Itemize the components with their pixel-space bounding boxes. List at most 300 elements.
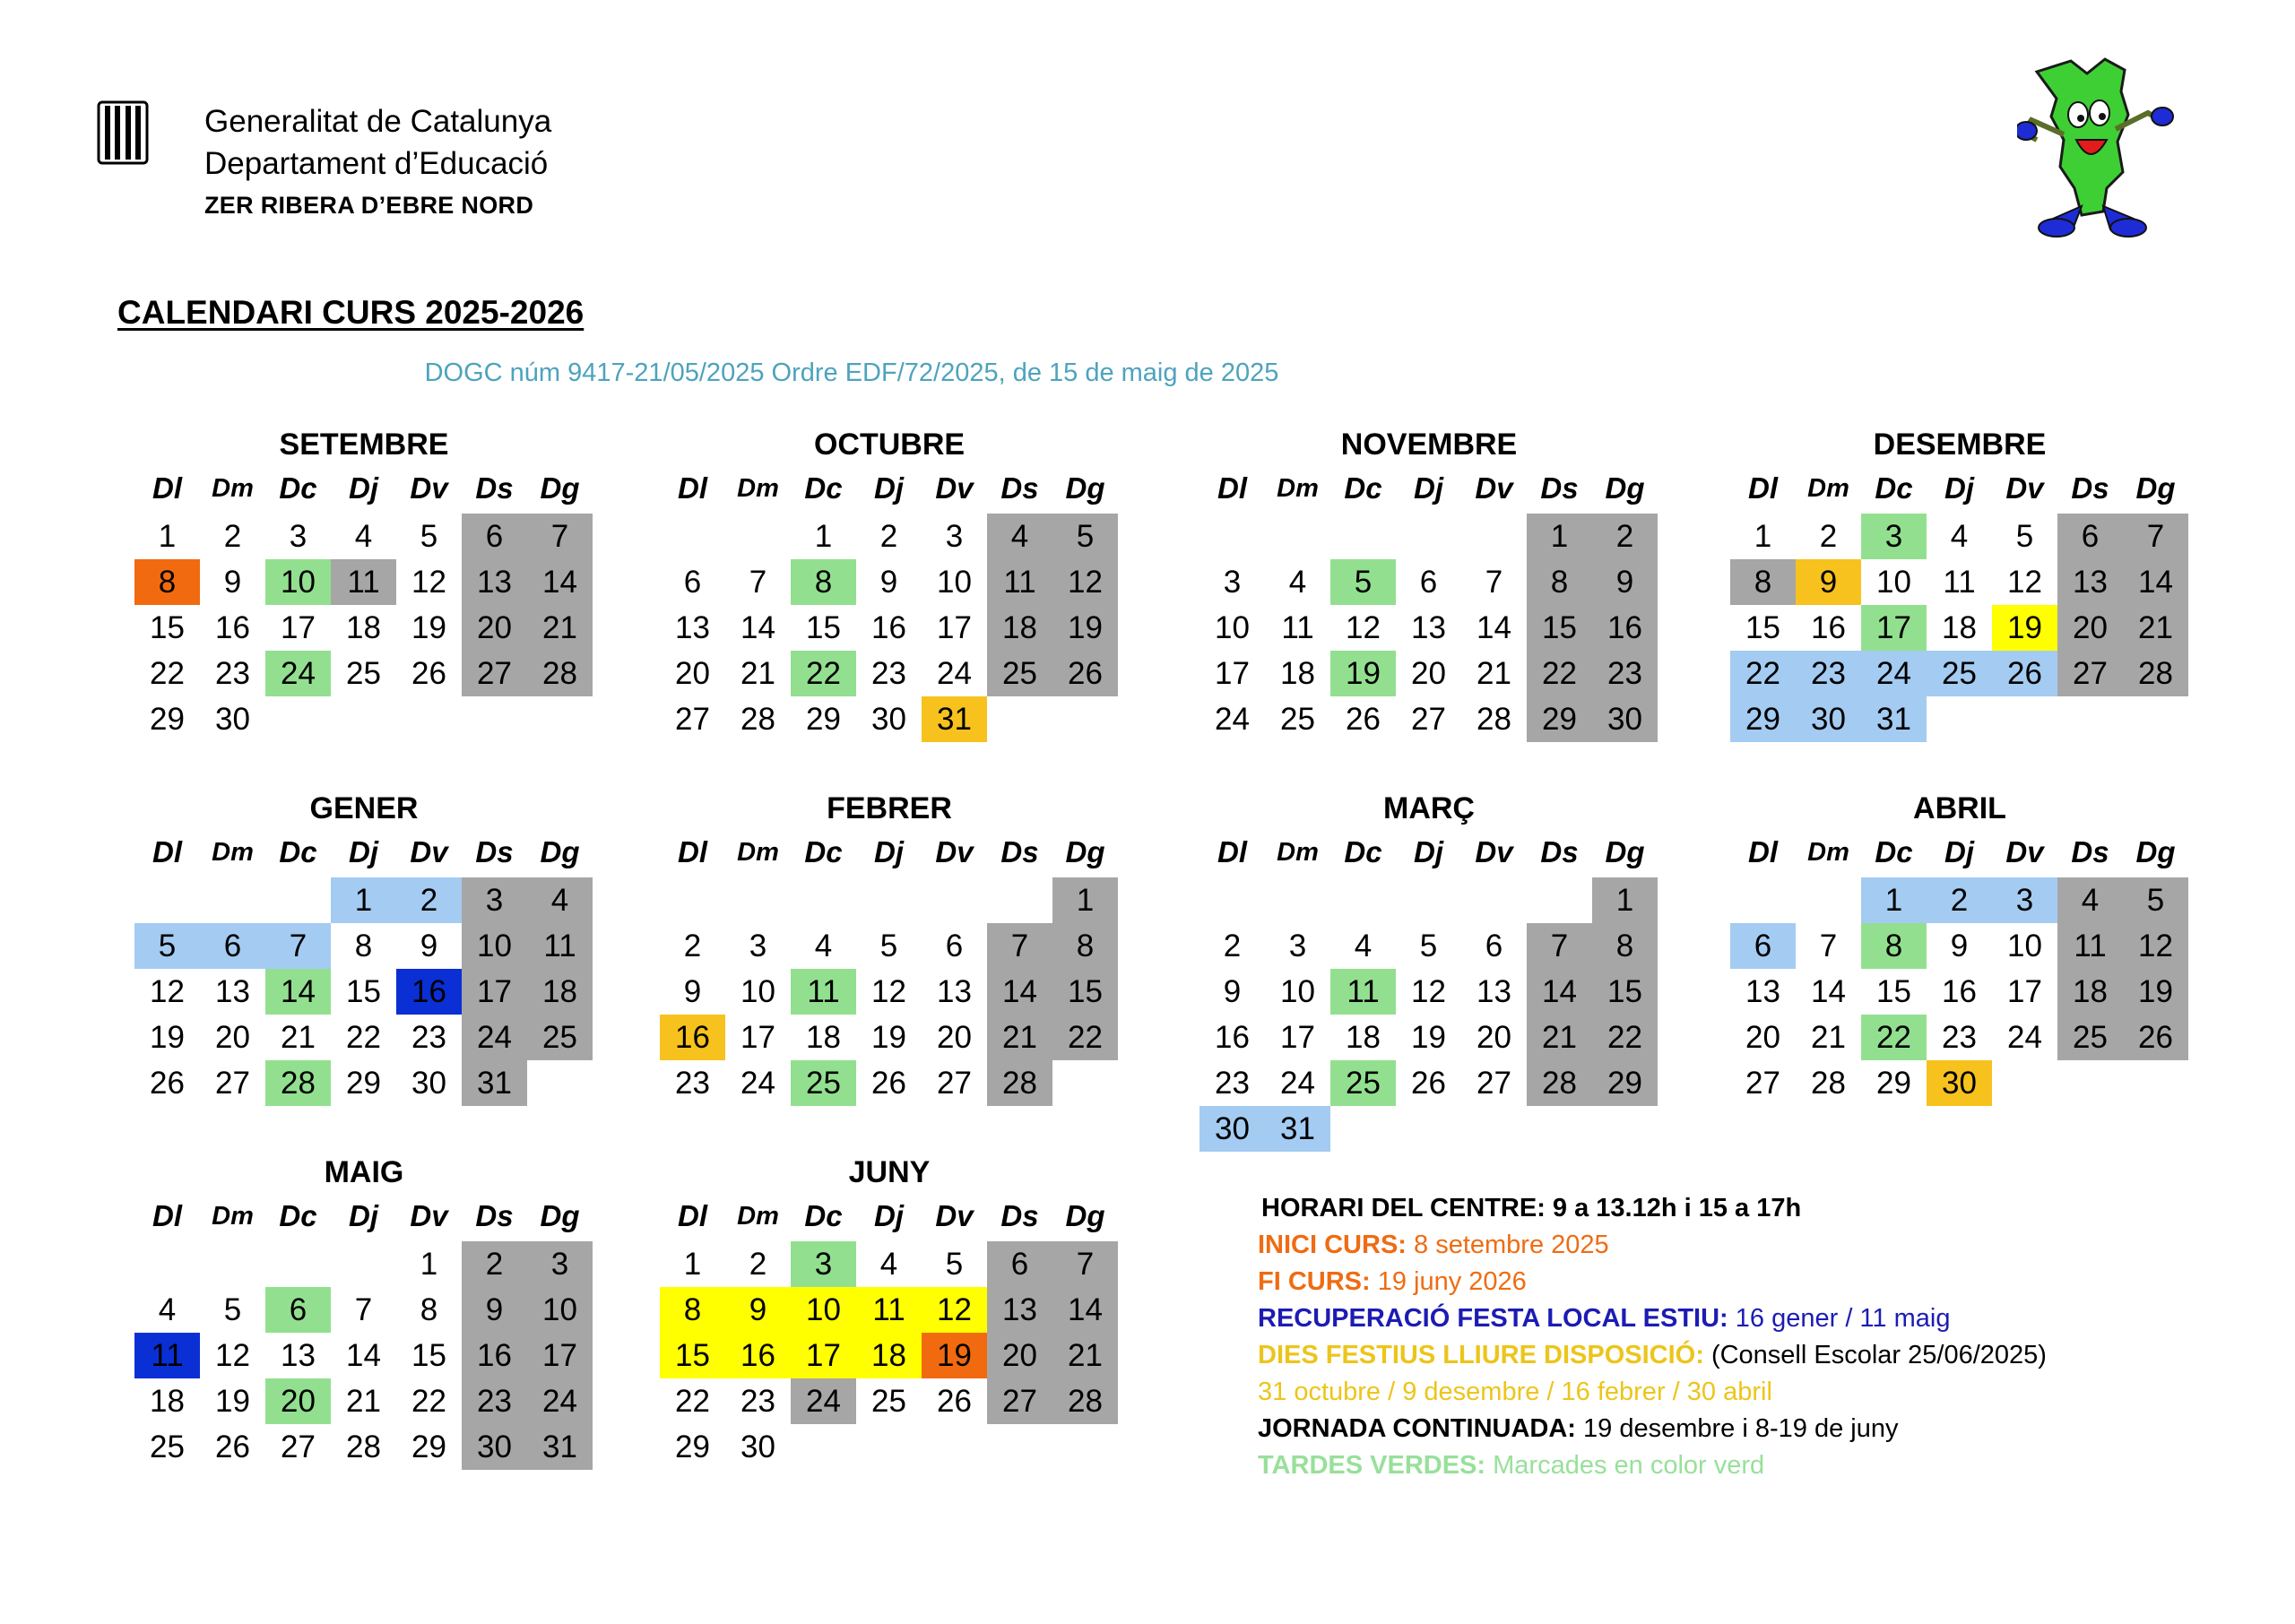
legend-festius-label: DIES FESTIUS LLIURE DISPOSICIÓ: <box>1258 1341 1704 1369</box>
day-cell: 12 <box>1411 974 1446 1009</box>
day-cell: 4 <box>814 929 833 963</box>
day-cell: 24 <box>265 651 331 696</box>
day-cell: 7 <box>527 514 593 559</box>
day-cell: 20 <box>987 1333 1052 1378</box>
day-cell: 9 <box>1796 559 1861 605</box>
day-cell: 25 <box>2057 1015 2123 1060</box>
day-cell: 2 <box>1223 929 1242 963</box>
day-cell: 15 <box>1745 610 1780 645</box>
legend-tardes-label: TARDES VERDES: <box>1258 1451 1486 1480</box>
weekday-header: Ds <box>1000 471 1039 505</box>
legend-festius-dates-text: 31 octubre / 9 desembre / 16 febrer / 30 abril <box>1258 1378 1772 1406</box>
day-cell: 6 <box>945 929 964 963</box>
weekday-header: Ds <box>475 1199 514 1232</box>
day-cell: 18 <box>527 969 593 1015</box>
day-cell: 8 <box>134 559 200 605</box>
day-cell: 9 <box>462 1287 527 1333</box>
day-cell: 19 <box>871 1020 906 1055</box>
org-school: ZER RIBERA D’EBRE NORD <box>204 192 534 219</box>
day-cell: 15 <box>1527 605 1592 651</box>
day-cell: 10 <box>937 565 972 600</box>
day-cell: 6 <box>1419 565 1438 600</box>
weekday-header: Dj <box>1944 835 1974 868</box>
day-cell: 16 <box>396 969 462 1015</box>
weekday-header: Dg <box>540 471 580 505</box>
weekday-header: Ds <box>475 471 514 505</box>
month-name: FEBRER <box>827 791 952 825</box>
day-cell: 26 <box>411 656 446 691</box>
day-cell: 23 <box>411 1020 446 1055</box>
day-cell: 13 <box>2057 559 2123 605</box>
day-cell: 17 <box>937 610 972 645</box>
day-cell: 14 <box>740 610 775 645</box>
day-cell: 16 <box>725 1333 791 1378</box>
day-cell: 25 <box>1330 1060 1396 1106</box>
day-cell: 12 <box>2007 565 2042 600</box>
weekday-header: Dv <box>935 835 974 868</box>
weekday-header: Dm <box>1277 474 1319 503</box>
day-cell: 21 <box>987 1015 1052 1060</box>
day-cell: 22 <box>791 651 856 696</box>
day-cell: 31 <box>462 1060 527 1106</box>
weekday-header: Dv <box>2005 835 2044 868</box>
day-cell: 21 <box>1527 1015 1592 1060</box>
day-cell: 28 <box>1527 1060 1592 1106</box>
weekday-header: Dl <box>152 835 182 868</box>
weekday-header: Dc <box>1875 471 1913 505</box>
day-cell: 13 <box>987 1287 1052 1333</box>
day-cell: 11 <box>1330 969 1396 1015</box>
day-cell: 24 <box>2007 1020 2042 1055</box>
day-cell: 2 <box>749 1247 767 1282</box>
weekday-header: Ds <box>1000 835 1039 868</box>
day-cell: 11 <box>134 1333 200 1378</box>
day-cell: 30 <box>740 1430 775 1464</box>
day-cell: 20 <box>675 656 710 691</box>
day-cell: 4 <box>158 1292 177 1327</box>
day-cell: 9 <box>1950 929 1969 963</box>
mascot-illustration <box>2017 54 2178 238</box>
day-cell: 15 <box>150 610 185 645</box>
day-cell: 8 <box>791 559 856 605</box>
weekday-header: Dg <box>2135 471 2176 505</box>
legend-jornada-label: JORNADA CONTINUADA: <box>1258 1414 1576 1443</box>
day-cell: 3 <box>749 929 767 963</box>
day-cell: 1 <box>1861 877 1927 923</box>
day-cell: 31 <box>527 1424 593 1470</box>
day-cell: 5 <box>223 1292 242 1327</box>
day-cell: 22 <box>1527 651 1592 696</box>
day-cell: 28 <box>1477 702 1511 737</box>
month-name: MARÇ <box>1383 791 1475 825</box>
day-cell: 13 <box>675 610 710 645</box>
day-cell: 26 <box>1992 651 2057 696</box>
legend-fi <box>1258 1264 2047 1300</box>
month-name: OCTUBRE <box>813 428 966 462</box>
legend-tardes <box>1258 1447 2047 1484</box>
weekday-header: Dc <box>1344 835 1382 868</box>
weekday-header: Dm <box>212 474 254 503</box>
day-cell: 9 <box>725 1287 791 1333</box>
day-cell: 1 <box>158 519 177 554</box>
day-cell: 24 <box>937 656 972 691</box>
day-cell: 18 <box>150 1384 185 1419</box>
day-cell: 25 <box>987 651 1052 696</box>
weekday-header: Dl <box>152 1199 182 1232</box>
day-cell: 12 <box>1052 559 1118 605</box>
day-cell: 25 <box>1280 702 1315 737</box>
day-cell: 22 <box>1861 1015 1927 1060</box>
weekday-header: Dl <box>152 471 182 505</box>
day-cell: 18 <box>806 1020 841 1055</box>
day-cell: 16 <box>1215 1020 1250 1055</box>
day-cell: 7 <box>265 923 331 969</box>
day-cell: 18 <box>1346 1020 1381 1055</box>
day-cell: 31 <box>922 696 987 742</box>
legend-festius-dates <box>1258 1374 2047 1411</box>
legend-recuperacio-text: 16 gener / 11 maig <box>1728 1304 1951 1333</box>
day-cell: 27 <box>1477 1066 1511 1101</box>
day-cell: 6 <box>987 1241 1052 1287</box>
day-cell: 20 <box>937 1020 972 1055</box>
day-cell: 30 <box>1199 1106 1265 1152</box>
day-cell: 26 <box>150 1066 185 1101</box>
day-cell: 3 <box>289 519 307 554</box>
day-cell: 13 <box>1477 974 1511 1009</box>
day-cell: 26 <box>2123 1015 2188 1060</box>
day-cell: 19 <box>411 610 446 645</box>
day-cell: 1 <box>1592 877 1658 923</box>
legend-jornada <box>1258 1411 2047 1447</box>
day-cell: 22 <box>1052 1015 1118 1060</box>
weekday-header: Ds <box>1540 471 1579 505</box>
day-cell: 29 <box>1730 696 1796 742</box>
day-cell: 29 <box>150 702 185 737</box>
weekday-header: Dm <box>1807 838 1849 867</box>
month-name: MAIG <box>324 1155 404 1189</box>
day-cell: 19 <box>215 1384 250 1419</box>
day-cell: 9 <box>420 929 438 963</box>
day-cell: 24 <box>527 1378 593 1424</box>
day-cell: 27 <box>1411 702 1446 737</box>
weekday-header: Dl <box>1217 835 1247 868</box>
day-cell: 6 <box>1730 923 1796 969</box>
day-cell: 3 <box>1992 877 2057 923</box>
weekday-header: Dl <box>1748 471 1778 505</box>
day-cell: 16 <box>215 610 250 645</box>
day-cell: 1 <box>331 877 396 923</box>
day-cell: 14 <box>527 559 593 605</box>
weekday-header: Dg <box>2135 835 2176 868</box>
weekday-header: Dg <box>1065 471 1105 505</box>
day-cell: 27 <box>937 1066 972 1101</box>
day-cell: 1 <box>1527 514 1592 559</box>
day-cell: 18 <box>2057 969 2123 1015</box>
day-cell: 27 <box>675 702 710 737</box>
day-cell: 11 <box>791 969 856 1015</box>
weekday-header: Ds <box>475 835 514 868</box>
day-cell: 24 <box>462 1015 527 1060</box>
day-cell: 30 <box>1927 1060 1992 1106</box>
weekday-header: Dc <box>804 835 843 868</box>
day-cell: 20 <box>2057 605 2123 651</box>
day-cell: 26 <box>215 1430 250 1464</box>
weekday-header: Dj <box>874 471 904 505</box>
month-name: GENER <box>309 791 419 825</box>
day-cell: 22 <box>346 1020 381 1055</box>
weekday-header: Dc <box>1344 471 1382 505</box>
day-cell: 15 <box>346 974 381 1009</box>
day-cell: 11 <box>527 923 593 969</box>
day-cell: 4 <box>2057 877 2123 923</box>
day-cell: 23 <box>1796 651 1861 696</box>
day-cell: 25 <box>1927 651 1992 696</box>
weekday-header: Dm <box>737 1202 779 1231</box>
weekday-header: Dm <box>212 1202 254 1231</box>
day-cell: 19 <box>1411 1020 1446 1055</box>
day-cell: 14 <box>346 1338 381 1373</box>
month-name: DESEMBRE <box>1873 428 2047 462</box>
day-cell: 3 <box>1288 929 1307 963</box>
day-cell: 10 <box>265 559 331 605</box>
month-febrer <box>660 790 1219 1158</box>
legend-jornada-text: 19 desembre i 8-19 de juny <box>1575 1414 1899 1443</box>
weekday-header: Dv <box>1475 471 1513 505</box>
day-cell: 24 <box>1861 651 1927 696</box>
day-cell: 10 <box>1280 974 1315 1009</box>
day-cell: 23 <box>1942 1020 1977 1055</box>
weekday-header: Dl <box>678 835 707 868</box>
day-cell: 22 <box>411 1384 446 1419</box>
day-cell: 6 <box>683 565 702 600</box>
weekday-header: Dg <box>1065 835 1105 868</box>
day-cell: 22 <box>150 656 185 691</box>
generalitat-logo-icon <box>97 100 149 165</box>
day-cell: 1 <box>1052 877 1118 923</box>
weekday-header: Dc <box>804 471 843 505</box>
weekday-header: Dc <box>804 1199 843 1232</box>
weekday-header: Ds <box>1000 1199 1039 1232</box>
day-cell: 29 <box>411 1430 446 1464</box>
day-cell: 17 <box>791 1333 856 1378</box>
day-cell: 20 <box>265 1378 331 1424</box>
day-cell: 21 <box>1052 1333 1118 1378</box>
weekday-header: Ds <box>2071 835 2109 868</box>
day-cell: 22 <box>675 1384 710 1419</box>
day-cell: 26 <box>1411 1066 1446 1101</box>
weekday-header: Dc <box>279 471 317 505</box>
day-cell: 20 <box>1745 1020 1780 1055</box>
day-cell: 3 <box>462 877 527 923</box>
weekday-header: Dm <box>1277 838 1319 867</box>
day-cell: 16 <box>871 610 906 645</box>
legend-tardes-text: Marcades en color verd <box>1485 1451 1765 1480</box>
day-cell: 2 <box>1592 514 1658 559</box>
day-cell: 16 <box>1592 605 1658 651</box>
day-cell: 4 <box>1354 929 1373 963</box>
day-cell: 2 <box>462 1241 527 1287</box>
month-gener <box>134 790 694 1158</box>
day-cell: 28 <box>1052 1378 1118 1424</box>
day-cell: 7 <box>354 1292 373 1327</box>
day-cell: 20 <box>215 1020 250 1055</box>
day-cell: 14 <box>1052 1287 1118 1333</box>
day-cell: 20 <box>1411 656 1446 691</box>
day-cell: 25 <box>346 656 381 691</box>
weekday-header: Dc <box>1875 835 1913 868</box>
day-cell: 25 <box>871 1384 906 1419</box>
day-cell: 24 <box>1280 1066 1315 1101</box>
weekday-header: Dv <box>935 1199 974 1232</box>
day-cell: 21 <box>740 656 775 691</box>
month-desembre <box>1730 427 2290 794</box>
day-cell: 10 <box>462 923 527 969</box>
day-cell: 2 <box>1819 519 1838 554</box>
month-name: ABRIL <box>1913 791 2006 825</box>
weekday-header: Dm <box>737 838 779 867</box>
day-cell: 19 <box>1330 651 1396 696</box>
month-octubre <box>660 427 1219 794</box>
month-novembre <box>1199 427 1759 794</box>
weekday-header: Dj <box>1414 471 1443 505</box>
day-cell: 12 <box>2123 923 2188 969</box>
day-cell: 13 <box>462 559 527 605</box>
day-cell: 31 <box>1861 696 1927 742</box>
day-cell: 23 <box>215 656 250 691</box>
day-cell: 11 <box>2057 923 2123 969</box>
day-cell: 28 <box>740 702 775 737</box>
weekday-header: Dg <box>540 835 580 868</box>
day-cell: 13 <box>1411 610 1446 645</box>
day-cell: 7 <box>1052 1241 1118 1287</box>
day-cell: 8 <box>660 1287 725 1333</box>
day-cell: 29 <box>1876 1066 1911 1101</box>
day-cell: 27 <box>281 1430 316 1464</box>
day-cell: 19 <box>1992 605 2057 651</box>
day-cell: 8 <box>1052 923 1118 969</box>
day-cell: 1 <box>683 1247 702 1282</box>
day-cell: 5 <box>945 1247 964 1282</box>
day-cell: 10 <box>1215 610 1250 645</box>
day-cell: 14 <box>1811 974 1846 1009</box>
day-cell: 18 <box>346 610 381 645</box>
day-cell: 4 <box>354 519 373 554</box>
day-cell: 11 <box>856 1287 922 1333</box>
day-cell: 21 <box>2123 605 2188 651</box>
day-cell: 29 <box>675 1430 710 1464</box>
day-cell: 7 <box>987 923 1052 969</box>
weekday-header: Dl <box>678 471 707 505</box>
day-cell: 18 <box>856 1333 922 1378</box>
day-cell: 8 <box>1861 923 1927 969</box>
day-cell: 9 <box>683 974 702 1009</box>
document-subtitle: DOGC núm 9417-21/05/2025 Ordre EDF/72/2025, de 15 de maig de 2025 <box>424 358 1279 387</box>
day-cell: 4 <box>1288 565 1307 600</box>
day-cell: 1 <box>1754 519 1772 554</box>
month-name: SETEMBRE <box>279 428 449 462</box>
legend-horari-label: HORARI DEL CENTRE: 9 a 13.12h i 15 a 17h <box>1261 1194 1802 1222</box>
day-cell: 15 <box>660 1333 725 1378</box>
day-cell: 8 <box>1730 559 1796 605</box>
day-cell: 27 <box>462 651 527 696</box>
day-cell: 30 <box>1796 696 1861 742</box>
weekday-header: Dv <box>1475 835 1513 868</box>
day-cell: 28 <box>2123 651 2188 696</box>
day-cell: 17 <box>527 1333 593 1378</box>
day-cell: 9 <box>1592 559 1658 605</box>
weekday-header: Dc <box>279 1199 317 1232</box>
day-cell: 28 <box>346 1430 381 1464</box>
day-cell: 2 <box>223 519 242 554</box>
day-cell: 27 <box>215 1066 250 1101</box>
day-cell: 14 <box>987 969 1052 1015</box>
weekday-header: Dv <box>410 471 448 505</box>
day-cell: 23 <box>871 656 906 691</box>
day-cell: 7 <box>1819 929 1838 963</box>
day-cell: 21 <box>281 1020 316 1055</box>
day-cell: 16 <box>462 1333 527 1378</box>
day-cell: 26 <box>937 1384 972 1419</box>
day-cell: 8 <box>354 929 373 963</box>
day-cell: 4 <box>527 877 593 923</box>
day-cell: 17 <box>281 610 316 645</box>
day-cell: 14 <box>265 969 331 1015</box>
weekday-header: Dj <box>874 1199 904 1232</box>
legend-festius-text: (Consell Escolar 25/06/2025) <box>1703 1341 2047 1369</box>
day-cell: 5 <box>2015 519 2034 554</box>
day-cell: 13 <box>281 1338 316 1373</box>
day-cell: 17 <box>1215 656 1250 691</box>
day-cell: 5 <box>2123 877 2188 923</box>
day-cell: 13 <box>937 974 972 1009</box>
legend-inici-text: 8 setembre 2025 <box>1406 1231 1609 1259</box>
day-cell: 11 <box>331 559 396 605</box>
day-cell: 12 <box>215 1338 250 1373</box>
day-cell: 21 <box>1477 656 1511 691</box>
day-cell: 12 <box>922 1287 987 1333</box>
weekday-header: Ds <box>2071 471 2109 505</box>
day-cell: 19 <box>150 1020 185 1055</box>
day-cell: 3 <box>1223 565 1242 600</box>
day-cell: 2 <box>683 929 702 963</box>
day-cell: 8 <box>1592 923 1658 969</box>
day-cell: 6 <box>265 1287 331 1333</box>
day-cell: 15 <box>1052 969 1118 1015</box>
day-cell: 15 <box>1592 969 1658 1015</box>
day-cell: 16 <box>1942 974 1977 1009</box>
month-name: JUNY <box>848 1155 931 1189</box>
day-cell: 14 <box>2123 559 2188 605</box>
day-cell: 11 <box>1943 565 1976 600</box>
day-cell: 9 <box>223 565 242 600</box>
day-cell: 30 <box>1592 696 1658 742</box>
day-cell: 18 <box>987 605 1052 651</box>
day-cell: 1 <box>420 1247 438 1282</box>
day-cell: 18 <box>1280 656 1315 691</box>
day-cell: 5 <box>134 923 200 969</box>
legend <box>1258 1190 2047 1484</box>
weekday-header: Dm <box>1807 474 1849 503</box>
day-cell: 16 <box>660 1015 725 1060</box>
day-cell: 21 <box>527 605 593 651</box>
day-cell: 27 <box>2057 651 2123 696</box>
day-cell: 3 <box>945 519 964 554</box>
day-cell: 10 <box>2007 929 2042 963</box>
day-cell: 23 <box>462 1378 527 1424</box>
legend-festius <box>1258 1337 2047 1374</box>
day-cell: 10 <box>1876 565 1911 600</box>
day-cell: 9 <box>879 565 898 600</box>
